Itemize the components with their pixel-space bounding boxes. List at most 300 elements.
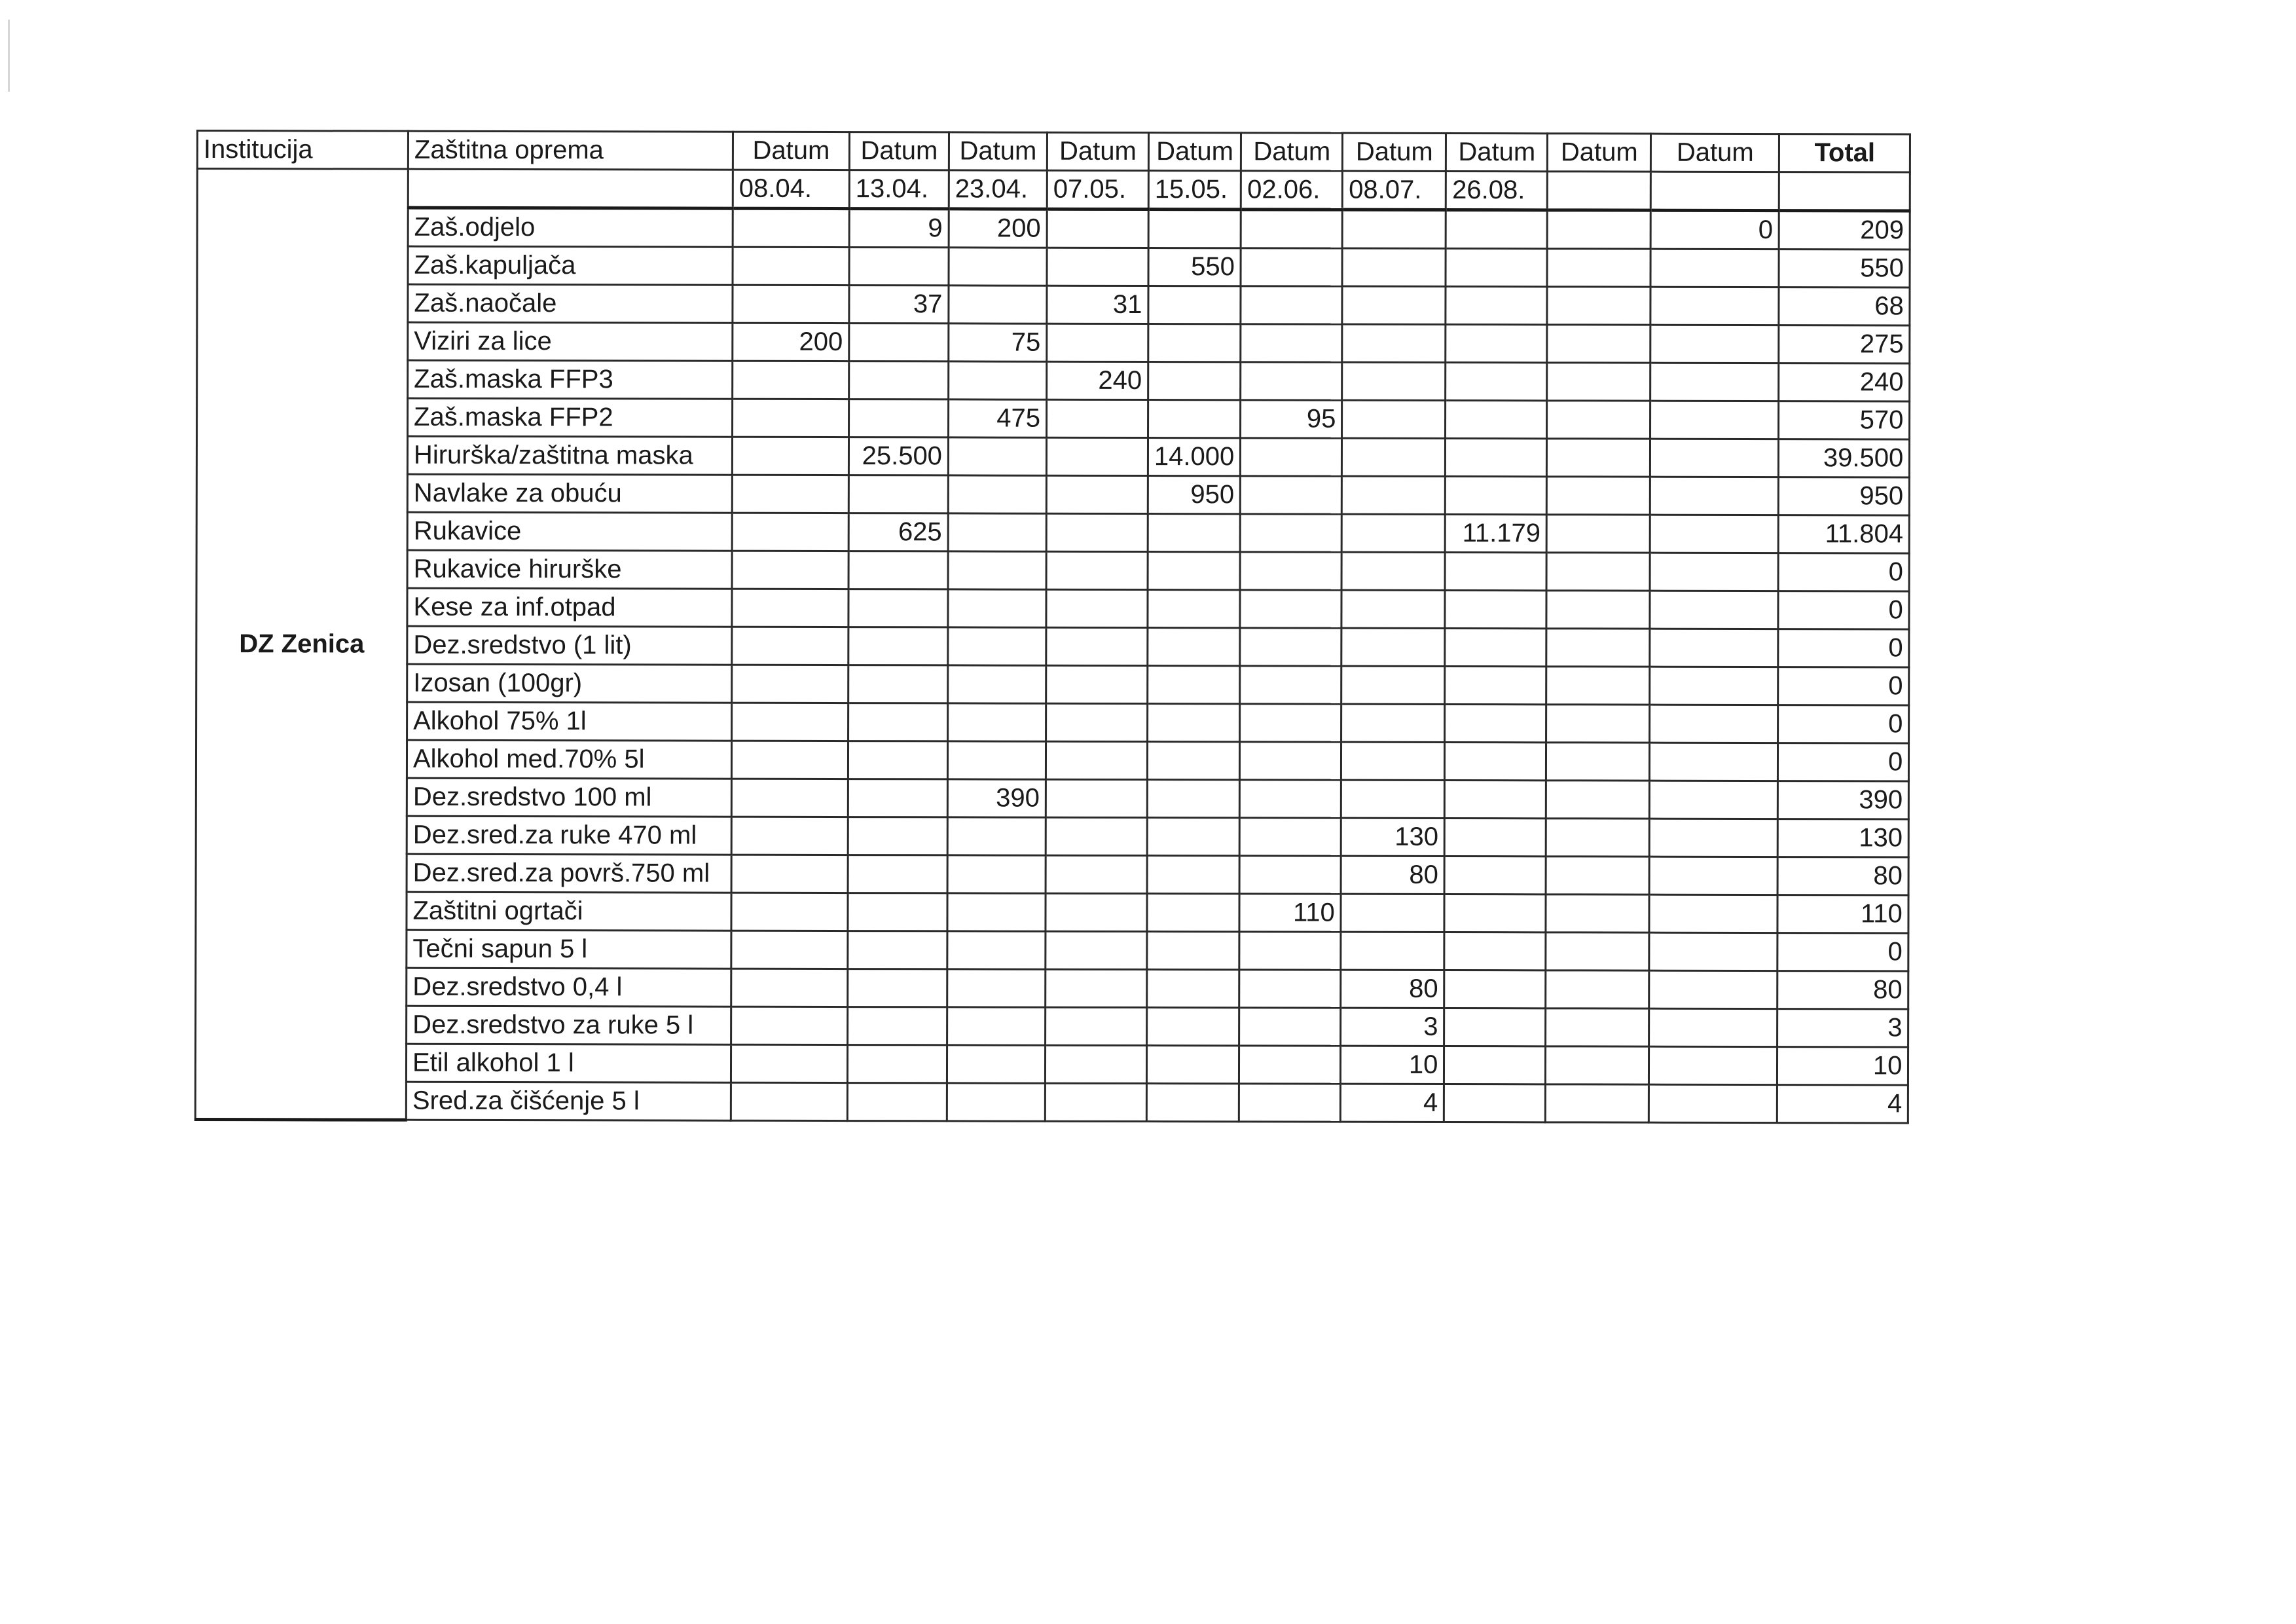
equipment-name: Hirurška/zaštitna maska xyxy=(407,436,732,475)
equipment-header: Zaštitna oprema xyxy=(408,131,733,170)
quantity-cell xyxy=(848,893,947,931)
quantity-cell xyxy=(1547,363,1650,401)
quantity-cell xyxy=(731,855,848,893)
quantity-cell xyxy=(1148,286,1241,324)
quantity-cell xyxy=(947,1007,1046,1045)
quantity-cell xyxy=(1546,781,1650,819)
quantity-cell xyxy=(1046,551,1148,589)
equipment-name: Kese za inf.otpad xyxy=(407,588,732,627)
quantity-cell xyxy=(948,665,1046,703)
quantity-cell xyxy=(731,1044,847,1082)
equipment-name: Zaš.kapuljača xyxy=(408,246,733,285)
quantity-cell xyxy=(733,399,849,437)
quantity-cell xyxy=(1342,438,1446,476)
table-row xyxy=(196,930,1908,971)
date-header: Datum xyxy=(1651,134,1779,172)
quantity-cell xyxy=(1147,894,1239,932)
quantity-cell xyxy=(848,931,947,969)
quantity-cell xyxy=(1546,629,1650,667)
quantity-cell xyxy=(1045,1045,1146,1083)
quantity-cell xyxy=(732,475,848,513)
total-cell: 11.804 xyxy=(1778,515,1909,553)
quantity-cell xyxy=(1649,1084,1777,1122)
scan-edge-mark xyxy=(8,20,10,92)
total-cell: 0 xyxy=(1778,705,1909,743)
quantity-cell xyxy=(732,589,848,627)
quantity-cell xyxy=(848,589,948,627)
table-row xyxy=(196,512,1909,553)
quantity-cell xyxy=(1341,780,1445,818)
date-value: 23.04. xyxy=(949,170,1047,209)
quantity-cell xyxy=(848,741,947,779)
quantity-cell xyxy=(1446,400,1547,438)
equipment-name: Rukavice xyxy=(407,512,732,551)
quantity-cell xyxy=(1445,704,1546,742)
quantity-cell xyxy=(1444,1046,1546,1084)
total-cell: 39.500 xyxy=(1779,439,1910,477)
quantity-cell xyxy=(1445,552,1546,590)
table-row xyxy=(197,208,1910,249)
date-header: Datum xyxy=(733,132,849,170)
table-row xyxy=(196,968,1908,1009)
total-cell: 550 xyxy=(1779,249,1910,287)
table-row xyxy=(196,588,1909,629)
quantity-cell xyxy=(1547,477,1650,515)
quantity-cell xyxy=(1650,705,1778,743)
total-cell: 0 xyxy=(1778,667,1909,705)
quantity-cell xyxy=(948,589,1046,627)
quantity-cell xyxy=(1446,210,1547,248)
quantity-cell xyxy=(1546,1084,1649,1122)
quantity-cell xyxy=(1046,475,1148,513)
quantity-cell xyxy=(1650,287,1779,325)
table-row xyxy=(196,854,1908,895)
equipment-name: Izosan (100gr) xyxy=(407,664,732,703)
quantity-cell xyxy=(947,969,1046,1007)
quantity-cell xyxy=(1046,589,1148,627)
quantity-cell xyxy=(848,855,947,893)
document-sheet xyxy=(194,130,1912,1124)
quantity-cell xyxy=(1046,931,1147,969)
quantity-cell xyxy=(949,361,1047,399)
date-value: 02.06. xyxy=(1241,171,1343,210)
quantity-cell xyxy=(1446,438,1547,476)
quantity-cell xyxy=(1546,705,1650,743)
quantity-cell xyxy=(1649,970,1777,1008)
quantity-cell xyxy=(1047,209,1148,248)
quantity-cell xyxy=(1650,553,1778,591)
total-cell: 130 xyxy=(1778,819,1909,857)
quantity-cell xyxy=(947,855,1046,893)
quantity-cell xyxy=(1146,1046,1239,1084)
quantity-cell xyxy=(1341,894,1444,932)
quantity-cell xyxy=(948,703,1046,741)
equipment-name: Etil alkohol 1 l xyxy=(406,1044,731,1082)
quantity-cell xyxy=(733,285,849,323)
quantity-cell: 625 xyxy=(848,513,948,551)
quantity-cell xyxy=(849,248,949,286)
quantity-cell xyxy=(847,1045,947,1083)
quantity-cell xyxy=(1240,514,1341,552)
quantity-cell xyxy=(731,1006,848,1044)
quantity-cell xyxy=(1046,437,1148,475)
equipment-name: Sred.za čišćenje 5 l xyxy=(406,1082,731,1120)
quantity-cell: 31 xyxy=(1047,286,1148,323)
quantity-cell xyxy=(1649,932,1777,970)
quantity-cell xyxy=(1240,666,1341,704)
quantity-cell: 10 xyxy=(1341,1046,1444,1084)
quantity-cell xyxy=(948,627,1046,665)
date-header: Datum xyxy=(1241,133,1343,171)
quantity-cell: 950 xyxy=(1148,476,1240,514)
quantity-cell xyxy=(848,703,948,741)
quantity-cell xyxy=(947,741,1046,779)
quantity-cell: 0 xyxy=(1650,210,1779,249)
quantity-cell xyxy=(1047,399,1148,437)
date-header: Datum xyxy=(1343,133,1446,171)
total-cell: 390 xyxy=(1778,781,1909,819)
quantity-cell xyxy=(733,247,849,285)
equipment-name: Rukavice hirurške xyxy=(407,550,732,589)
quantity-cell xyxy=(848,665,948,703)
quantity-cell xyxy=(1546,895,1649,932)
quantity-cell xyxy=(1147,818,1239,856)
quantity-cell xyxy=(1650,439,1779,477)
quantity-cell xyxy=(1546,515,1650,553)
quantity-cell xyxy=(848,1007,947,1045)
quantity-cell xyxy=(1240,590,1341,628)
quantity-cell xyxy=(1147,780,1239,818)
quantity-cell xyxy=(1148,590,1240,628)
total-cell: 68 xyxy=(1779,287,1910,325)
quantity-cell xyxy=(731,817,848,855)
quantity-cell xyxy=(1240,742,1341,780)
date-header: Datum xyxy=(1047,132,1148,170)
quantity-cell xyxy=(1341,666,1445,704)
quantity-cell xyxy=(1547,287,1650,325)
quantity-cell xyxy=(949,248,1047,286)
quantity-cell xyxy=(1342,476,1446,514)
quantity-cell xyxy=(1147,932,1239,970)
total-cell: 0 xyxy=(1778,743,1909,781)
total-cell: 0 xyxy=(1778,629,1909,667)
quantity-cell xyxy=(1341,552,1445,590)
quantity-cell xyxy=(1546,819,1650,857)
quantity-cell xyxy=(848,779,947,817)
equipment-name: Zaš.maska FFP2 xyxy=(408,398,733,437)
quantity-cell xyxy=(731,741,848,779)
date-value xyxy=(1651,172,1779,210)
quantity-cell xyxy=(733,361,849,399)
quantity-cell xyxy=(1445,742,1546,780)
quantity-cell: 95 xyxy=(1241,400,1342,438)
total-cell: 4 xyxy=(1777,1085,1908,1123)
quantity-cell xyxy=(1446,248,1547,286)
quantity-cell xyxy=(1239,970,1341,1008)
quantity-cell xyxy=(1650,249,1779,287)
quantity-cell xyxy=(848,627,948,665)
quantity-cell xyxy=(732,665,848,703)
quantity-cell xyxy=(1547,325,1650,363)
date-value: 07.05. xyxy=(1047,170,1148,209)
quantity-cell xyxy=(1046,513,1148,551)
quantity-cell xyxy=(1342,248,1446,286)
quantity-cell xyxy=(1446,286,1547,324)
quantity-cell xyxy=(848,551,948,589)
quantity-cell xyxy=(731,931,848,969)
quantity-cell xyxy=(947,893,1046,931)
quantity-cell xyxy=(732,627,848,665)
date-value xyxy=(1548,172,1651,210)
quantity-cell xyxy=(1546,1008,1649,1046)
quantity-cell xyxy=(1047,248,1148,286)
table-row xyxy=(196,1006,1908,1047)
date-value: 15.05. xyxy=(1148,171,1241,210)
quantity-cell xyxy=(1239,856,1341,894)
quantity-cell xyxy=(1341,514,1445,552)
quantity-cell xyxy=(1547,210,1650,249)
date-header: Datum xyxy=(1548,134,1651,172)
table-row xyxy=(195,1082,1908,1123)
date-row-total-blank xyxy=(1779,172,1910,211)
quantity-cell xyxy=(1445,780,1546,818)
equipment-name: Tečni sapun 5 l xyxy=(407,930,731,969)
total-cell: 570 xyxy=(1779,401,1910,439)
quantity-cell xyxy=(1045,1083,1146,1121)
quantity-cell: 240 xyxy=(1047,361,1148,399)
total-cell: 209 xyxy=(1779,211,1910,249)
quantity-cell xyxy=(947,931,1046,969)
quantity-cell xyxy=(1240,780,1341,818)
quantity-cell xyxy=(1546,553,1650,591)
institution-header: Institucija xyxy=(197,131,408,170)
quantity-cell xyxy=(1546,932,1649,970)
quantity-cell xyxy=(731,1082,847,1120)
quantity-cell xyxy=(1241,438,1342,476)
quantity-cell xyxy=(1444,856,1546,894)
quantity-cell xyxy=(1046,779,1147,817)
total-cell: 10 xyxy=(1777,1047,1908,1085)
date-row-blank xyxy=(408,169,733,208)
table-row xyxy=(196,474,1909,515)
equipment-name: Zaštitni ogrtači xyxy=(407,892,731,931)
quantity-cell xyxy=(1547,401,1650,439)
quantity-cell xyxy=(1446,324,1547,362)
table-row xyxy=(197,284,1910,325)
date-header: Datum xyxy=(1446,133,1548,171)
date-value: 13.04. xyxy=(849,170,949,209)
quantity-cell xyxy=(947,1045,1045,1083)
quantity-cell xyxy=(1239,1046,1341,1084)
quantity-cell xyxy=(731,969,848,1006)
quantity-cell xyxy=(848,475,948,513)
quantity-cell xyxy=(1444,1084,1546,1122)
quantity-cell xyxy=(1241,210,1342,248)
quantity-cell xyxy=(731,893,848,931)
table-row xyxy=(196,664,1909,705)
quantity-cell xyxy=(1649,1008,1777,1046)
quantity-cell xyxy=(1342,286,1446,324)
quantity-cell xyxy=(1239,932,1341,970)
table-row xyxy=(196,550,1909,591)
total-cell: 110 xyxy=(1777,895,1908,933)
total-header: Total xyxy=(1779,134,1910,172)
quantity-cell xyxy=(1241,324,1342,362)
quantity-cell xyxy=(1650,591,1778,629)
total-cell: 240 xyxy=(1779,363,1910,401)
equipment-name: Viziri za lice xyxy=(408,322,733,361)
quantity-cell xyxy=(1148,628,1240,666)
table-body xyxy=(195,131,1910,1123)
quantity-cell xyxy=(1546,970,1649,1008)
quantity-cell xyxy=(948,513,1046,551)
quantity-cell xyxy=(1445,590,1546,628)
quantity-cell xyxy=(732,513,848,551)
quantity-cell xyxy=(1240,552,1341,590)
table-row xyxy=(196,436,1909,477)
quantity-cell xyxy=(1148,400,1241,438)
quantity-cell xyxy=(1446,476,1547,514)
quantity-cell xyxy=(1148,704,1240,742)
equipment-name: Alkohol 75% 1l xyxy=(407,702,732,741)
quantity-cell: 25.500 xyxy=(848,437,948,475)
quantity-cell xyxy=(949,286,1047,323)
header-row xyxy=(197,131,1910,172)
quantity-cell xyxy=(1444,932,1546,970)
quantity-cell: 80 xyxy=(1341,970,1444,1008)
quantity-cell xyxy=(1342,362,1446,400)
quantity-cell: 550 xyxy=(1148,248,1241,286)
equipment-name: Zaš.maska FFP3 xyxy=(408,360,733,399)
quantity-cell xyxy=(948,551,1046,589)
quantity-cell xyxy=(947,1083,1045,1121)
quantity-cell xyxy=(1046,665,1148,703)
quantity-cell: 390 xyxy=(947,779,1046,817)
table-row xyxy=(197,322,1910,363)
institution-name: DZ Zenica xyxy=(195,169,408,1120)
quantity-cell xyxy=(1341,628,1445,666)
total-cell: 3 xyxy=(1777,1009,1908,1047)
equipment-name: Dez.sredstvo 100 ml xyxy=(407,778,731,817)
quantity-cell xyxy=(1445,628,1546,666)
quantity-cell xyxy=(847,1083,947,1121)
quantity-cell: 475 xyxy=(949,399,1047,437)
quantity-cell xyxy=(1046,855,1147,893)
quantity-cell: 130 xyxy=(1341,818,1445,856)
quantity-cell xyxy=(1342,210,1446,248)
table-row xyxy=(196,816,1908,857)
quantity-cell xyxy=(1239,1008,1341,1046)
quantity-cell xyxy=(1650,401,1779,439)
quantity-cell xyxy=(1148,666,1240,704)
quantity-cell xyxy=(1341,742,1445,780)
quantity-cell xyxy=(1650,515,1778,553)
quantity-cell xyxy=(732,703,848,741)
quantity-cell xyxy=(1148,514,1240,552)
quantity-cell xyxy=(1047,323,1148,361)
quantity-cell xyxy=(1046,969,1147,1007)
quantity-cell: 80 xyxy=(1341,856,1444,894)
quantity-cell xyxy=(1446,362,1547,400)
equipment-name: Dez.sredstvo 0,4 l xyxy=(407,968,731,1006)
total-cell: 0 xyxy=(1777,933,1908,971)
table-row xyxy=(197,246,1910,287)
table-row xyxy=(196,778,1908,819)
date-header: Datum xyxy=(949,132,1047,170)
quantity-cell xyxy=(1148,362,1241,400)
quantity-cell xyxy=(1649,857,1777,895)
quantity-cell xyxy=(1148,552,1240,590)
date-value: 08.07. xyxy=(1343,171,1446,210)
quantity-cell xyxy=(1547,439,1650,477)
total-cell: 275 xyxy=(1779,325,1910,363)
equipment-name: Zaš.odjelo xyxy=(408,208,733,247)
quantity-cell xyxy=(1341,932,1444,970)
quantity-cell xyxy=(1342,324,1446,362)
quantity-cell xyxy=(1649,895,1777,932)
quantity-cell xyxy=(1650,629,1778,667)
quantity-cell xyxy=(1547,249,1650,287)
equipment-name: Zaš.naočale xyxy=(408,284,733,323)
quantity-cell: 200 xyxy=(949,209,1047,248)
quantity-cell xyxy=(1046,817,1147,855)
equipment-name: Dez.sred.za površ.750 ml xyxy=(407,854,731,893)
total-cell: 0 xyxy=(1778,591,1909,629)
table-row xyxy=(196,626,1909,667)
table-row xyxy=(196,702,1909,743)
table-row xyxy=(197,360,1910,401)
quantity-cell xyxy=(1649,1046,1777,1084)
quantity-cell xyxy=(849,399,949,437)
quantity-cell xyxy=(1650,477,1779,515)
quantity-cell xyxy=(1241,286,1342,324)
quantity-cell xyxy=(1148,210,1241,248)
quantity-cell xyxy=(1147,970,1239,1008)
table-row xyxy=(197,398,1910,439)
quantity-cell xyxy=(1650,781,1778,819)
date-value: 26.08. xyxy=(1446,171,1548,210)
quantity-cell: 4 xyxy=(1341,1084,1444,1122)
quantity-cell: 14.000 xyxy=(1148,438,1240,476)
quantity-cell xyxy=(1147,856,1239,894)
quantity-cell: 200 xyxy=(733,323,849,361)
date-header: Datum xyxy=(1148,133,1241,171)
quantity-cell xyxy=(1239,1084,1341,1122)
quantity-cell xyxy=(733,208,849,247)
quantity-cell xyxy=(1444,970,1546,1008)
quantity-cell xyxy=(1341,704,1445,742)
equipment-name: Dez.sred.za ruke 470 ml xyxy=(407,816,731,855)
date-value: 08.04. xyxy=(733,170,849,208)
quantity-cell xyxy=(1650,667,1778,705)
quantity-cell xyxy=(1650,325,1779,363)
table-row xyxy=(196,740,1908,781)
quantity-cell xyxy=(1650,743,1778,781)
quantity-cell xyxy=(1342,400,1446,438)
total-cell: 950 xyxy=(1779,477,1910,515)
quantity-cell: 75 xyxy=(949,323,1047,361)
quantity-cell xyxy=(1445,818,1546,856)
quantity-cell xyxy=(948,475,1046,513)
quantity-cell xyxy=(1046,1007,1147,1045)
quantity-cell xyxy=(1650,819,1778,857)
quantity-cell xyxy=(1546,743,1650,781)
total-cell: 0 xyxy=(1778,553,1909,591)
quantity-cell xyxy=(1148,324,1241,362)
quantity-cell xyxy=(947,817,1046,855)
date-row xyxy=(197,169,1910,211)
quantity-cell xyxy=(1240,818,1341,856)
